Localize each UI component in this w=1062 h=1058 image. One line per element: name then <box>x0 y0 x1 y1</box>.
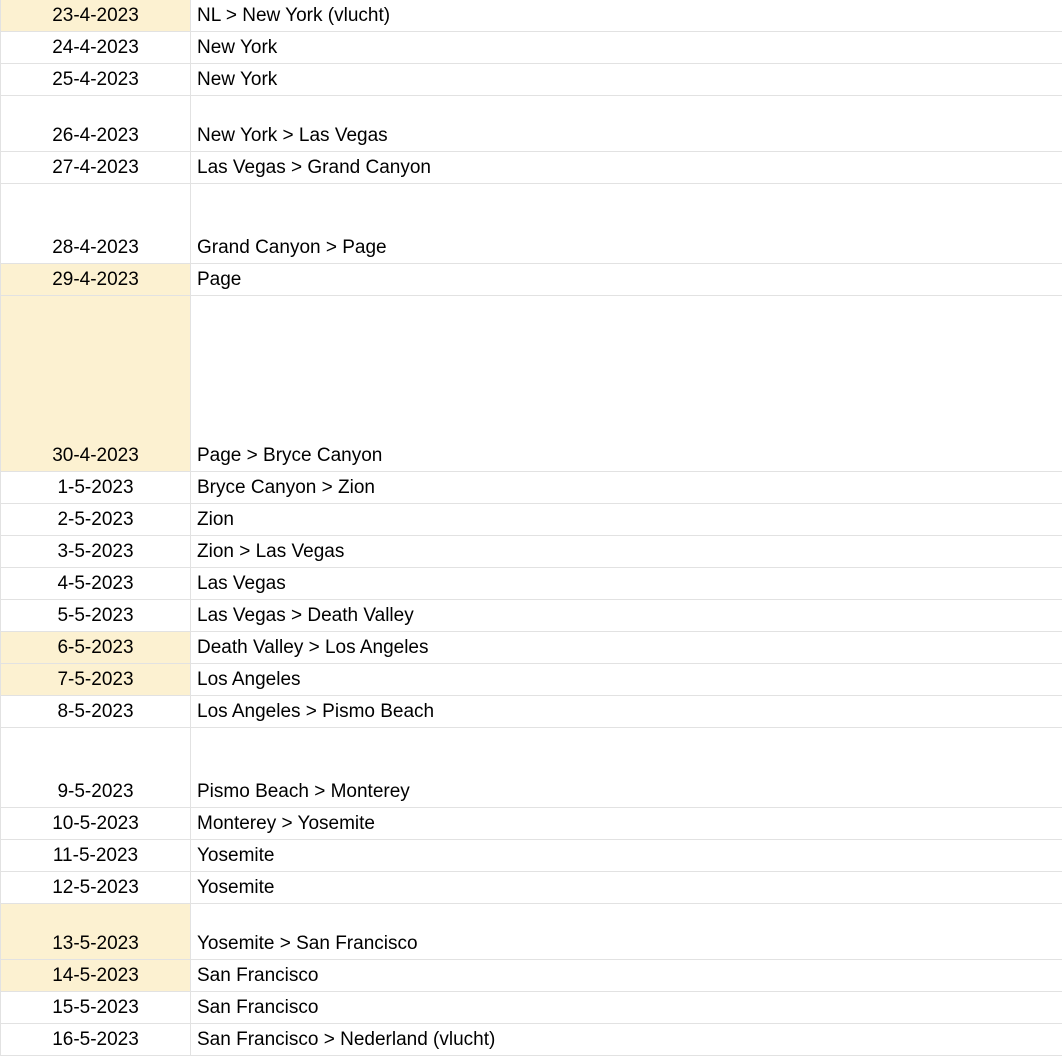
date-cell[interactable]: 24-4-2023 <box>0 32 191 63</box>
table-row <box>0 728 1062 808</box>
table-row <box>0 64 1062 96</box>
table-row <box>0 96 1062 152</box>
table-row <box>0 872 1062 904</box>
route-cell[interactable]: Las Vegas <box>197 573 286 594</box>
route-cell[interactable]: Pismo Beach > Monterey <box>197 781 410 802</box>
route-cell[interactable]: New York <box>197 37 278 58</box>
table-row <box>0 664 1062 696</box>
date-cell[interactable]: 3-5-2023 <box>0 536 191 567</box>
table-row <box>0 32 1062 64</box>
route-cell[interactable]: Zion > Las Vegas <box>197 541 345 562</box>
table-row <box>0 600 1062 632</box>
route-cell[interactable]: Las Vegas > Grand Canyon <box>197 157 431 178</box>
date-cell[interactable]: 4-5-2023 <box>0 568 191 599</box>
date-cell[interactable]: 16-5-2023 <box>0 1024 191 1055</box>
table-row <box>0 992 1062 1024</box>
route-cell[interactable]: Bryce Canyon > Zion <box>197 477 375 498</box>
date-cell[interactable]: 23-4-2023 <box>0 0 191 31</box>
table-row <box>0 296 1062 472</box>
table-row <box>0 696 1062 728</box>
route-cell[interactable]: Zion <box>197 509 234 530</box>
table-row <box>0 264 1062 296</box>
route-cell[interactable]: Yosemite <box>197 845 275 866</box>
date-cell[interactable]: 7-5-2023 <box>0 664 191 695</box>
table-row <box>0 0 1062 32</box>
route-cell[interactable]: San Francisco <box>197 965 319 986</box>
date-cell[interactable]: 13-5-2023 <box>0 904 191 959</box>
table-row <box>0 504 1062 536</box>
date-cell[interactable]: 5-5-2023 <box>0 600 191 631</box>
table-row <box>0 632 1062 664</box>
table-row <box>0 904 1062 960</box>
date-cell[interactable]: 10-5-2023 <box>0 808 191 839</box>
date-cell[interactable]: 8-5-2023 <box>0 696 191 727</box>
date-cell[interactable]: 30-4-2023 <box>0 296 191 471</box>
date-cell[interactable]: 9-5-2023 <box>0 728 191 807</box>
date-cell[interactable]: 12-5-2023 <box>0 872 191 903</box>
route-cell[interactable]: NL > New York (vlucht) <box>197 5 391 26</box>
date-cell[interactable]: 15-5-2023 <box>0 992 191 1023</box>
route-cell[interactable]: Page > Bryce Canyon <box>197 445 383 466</box>
table-row <box>0 960 1062 992</box>
route-cell[interactable]: Yosemite > San Francisco <box>197 933 418 954</box>
table-row <box>0 840 1062 872</box>
route-cell[interactable]: Page <box>197 269 242 290</box>
route-cell[interactable]: New York <box>197 69 278 90</box>
table-row <box>0 568 1062 600</box>
table-row <box>0 808 1062 840</box>
route-cell[interactable]: Grand Canyon > Page <box>197 237 387 258</box>
date-cell[interactable]: 11-5-2023 <box>0 840 191 871</box>
date-cell[interactable]: 28-4-2023 <box>0 184 191 263</box>
route-cell[interactable]: Los Angeles <box>197 669 301 690</box>
route-cell[interactable]: New York > Las Vegas <box>197 125 388 146</box>
route-cell[interactable]: San Francisco <box>197 997 319 1018</box>
date-cell[interactable]: 2-5-2023 <box>0 504 191 535</box>
date-cell[interactable]: 14-5-2023 <box>0 960 191 991</box>
date-cell[interactable]: 27-4-2023 <box>0 152 191 183</box>
date-cell[interactable]: 29-4-2023 <box>0 264 191 295</box>
date-cell[interactable]: 25-4-2023 <box>0 64 191 95</box>
date-cell[interactable]: 6-5-2023 <box>0 632 191 663</box>
route-cell[interactable]: Los Angeles > Pismo Beach <box>197 701 435 722</box>
route-cell[interactable]: Monterey > Yosemite <box>197 813 375 834</box>
route-cell[interactable]: Yosemite <box>197 877 275 898</box>
route-cell[interactable]: Las Vegas > Death Valley <box>197 605 414 626</box>
table-row <box>0 184 1062 264</box>
date-cell[interactable]: 1-5-2023 <box>0 472 191 503</box>
table-row <box>0 152 1062 184</box>
route-cell[interactable]: Death Valley > Los Angeles <box>197 637 429 658</box>
date-cell[interactable]: 26-4-2023 <box>0 96 191 151</box>
table-row <box>0 1024 1062 1056</box>
table-row <box>0 536 1062 568</box>
route-cell[interactable]: San Francisco > Nederland (vlucht) <box>197 1029 496 1050</box>
table-row <box>0 472 1062 504</box>
